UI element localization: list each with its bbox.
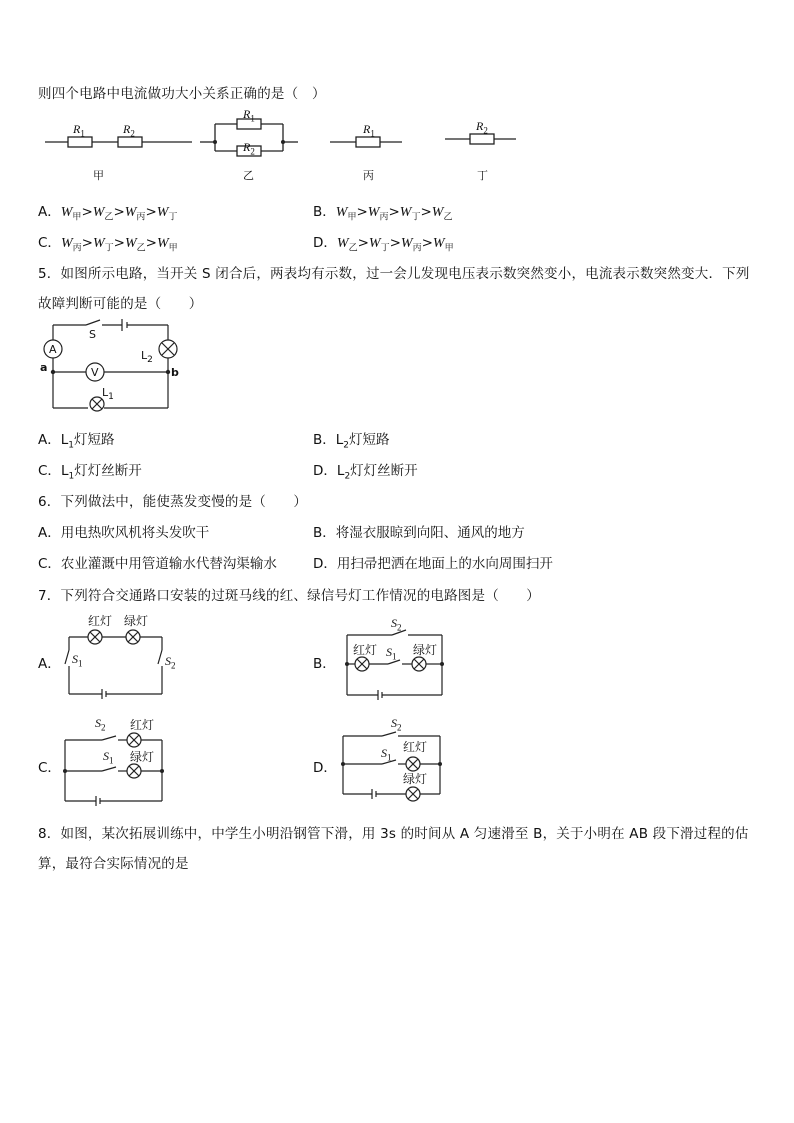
q5-node-b-label: b (171, 366, 179, 379)
q5-stem-line1: 5．如图所示电路，当开关 S 闭合后，两表均有示数，过一会儿发现电压表示数突然变小，电流表示数突然变大．下列 (38, 266, 750, 282)
q7-option-b-letter[interactable]: B． (313, 656, 336, 672)
q7-d-green-label: 绿灯 (403, 772, 428, 786)
q6-option-b[interactable]: B．将湿衣服晾到向阳、通风的地方 (313, 525, 525, 541)
q4-jia-r2-label: $R_2$ (123, 122, 135, 139)
q8-stem-line1: 8．如图，某次拓展训练中，中学生小明沿钢管下滑，用 3s 的时间从 A 匀速滑至 B，关于小明在 AB 段下滑过程的估 (38, 826, 749, 842)
q5-option-a[interactable]: A．$L_1$灯短路 (38, 432, 115, 451)
q5-switch-label: S (89, 328, 96, 341)
q7-d-s2-label: $S_2$ (391, 716, 402, 733)
q7-a-s2-label: $S_2$ (165, 654, 176, 671)
q6-stem: 6．下列做法中，能使蒸发变慢的是（ ） (38, 494, 308, 510)
q4-option-b[interactable]: B．$W_甲>W_丙>W_丁>W_乙$ (313, 204, 453, 223)
q7-circuit-d (340, 726, 450, 806)
q5-stem-line2: 故障判断可能的是（ ） (38, 296, 203, 312)
q4-yi-r1-label: $R_1$ (243, 107, 255, 124)
q7-stem: 7．下列符合交通路口安装的过斑马线的红、绿信号灯工作情况的电路图是（ ） (38, 588, 540, 604)
q4-bing-r1-label: $R_1$ (363, 122, 375, 139)
q7-circuit-c (62, 725, 172, 810)
q5-voltmeter-label: V (91, 366, 99, 379)
q4-option-a[interactable]: A．$W_甲>W_乙>W_丙>W_丁$ (38, 204, 178, 223)
q5-option-c[interactable]: C．$L_1$灯灯丝断开 (38, 463, 142, 482)
q4-jia-r1-label: $R_1$ (73, 122, 85, 139)
q4-label-jia: 甲 (93, 169, 104, 182)
q4-option-d[interactable]: D．$W_乙>W_丁>W_丙>W_甲$ (313, 235, 454, 254)
q5-ammeter-label: A (49, 343, 57, 356)
q7-b-s1-label: $S_1$ (386, 645, 397, 662)
q7-c-s1-label: $S_1$ (103, 749, 114, 766)
q7-a-red-label: 红灯 (88, 614, 113, 628)
q4-label-bing: 丙 (363, 169, 374, 182)
q8-stem-line2: 算，最符合实际情况的是 (38, 856, 189, 872)
q7-option-d-letter[interactable]: D． (313, 760, 337, 776)
q6-option-d[interactable]: D．用扫帚把洒在地面上的水向周围扫开 (313, 556, 553, 572)
q4-circuit-diagrams (40, 108, 530, 188)
q4-label-yi: 乙 (243, 169, 254, 182)
q6-option-a[interactable]: A．用电热吹风机将头发吹干 (38, 525, 210, 541)
q7-c-green-label: 绿灯 (130, 750, 155, 764)
q7-b-s2-label: $S_2$ (391, 616, 402, 633)
q5-l1-label: $L_1$ (102, 386, 114, 403)
q7-a-green-label: 绿灯 (124, 614, 149, 628)
q7-d-s1-label: $S_1$ (381, 746, 392, 763)
q7-option-c-letter[interactable]: C． (38, 760, 61, 776)
q5-node-a-label: a (40, 361, 48, 374)
q4-ding-r2-label: $R_2$ (476, 119, 488, 136)
q7-c-s2-label: $S_2$ (95, 716, 106, 733)
q5-option-d[interactable]: D．$L_2$灯灯丝断开 (313, 463, 418, 482)
q7-c-red-label: 红灯 (130, 718, 155, 732)
q7-d-red-label: 红灯 (403, 740, 428, 754)
q4-option-c[interactable]: C．$W_丙>W_丁>W_乙>W_甲$ (38, 235, 178, 254)
q5-l2-label: $L_2$ (141, 349, 153, 366)
q7-b-green-label: 绿灯 (413, 643, 438, 657)
q6-option-c[interactable]: C．农业灌溉中用管道输水代替沟渠输水 (38, 556, 277, 572)
q4-label-ding: 丁 (477, 169, 488, 182)
q7-b-red-label: 红灯 (353, 643, 378, 657)
q4-stem: 则四个电路中电流做功大小关系正确的是（ ） (38, 86, 326, 102)
q5-option-b[interactable]: B．$L_2$灯短路 (313, 432, 390, 451)
q7-option-a-letter[interactable]: A． (38, 656, 61, 672)
q7-a-s1-label: $S_1$ (72, 652, 83, 669)
q4-yi-r2-label: $R_2$ (243, 140, 255, 157)
